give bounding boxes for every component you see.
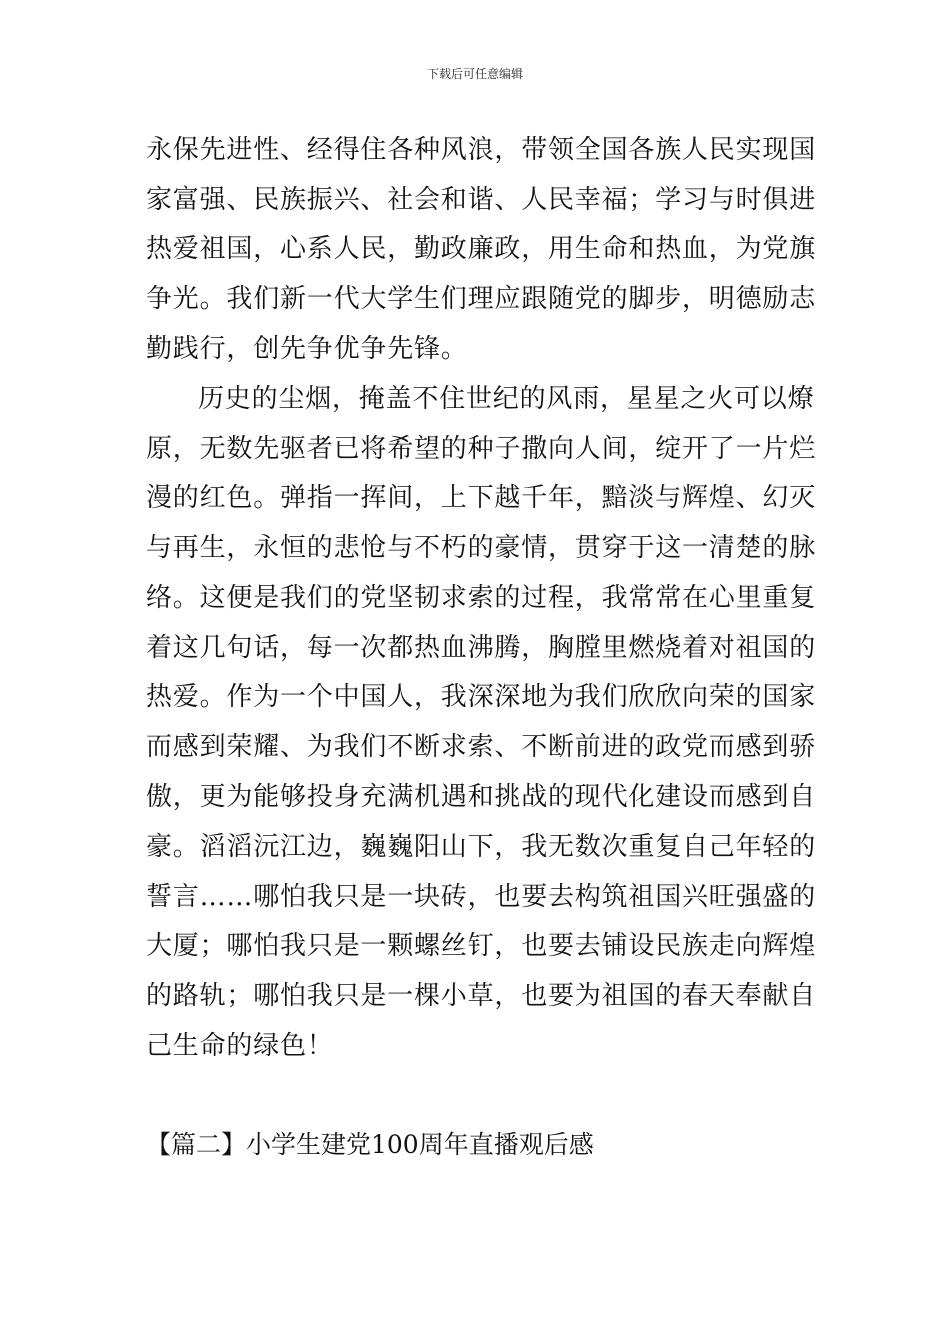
text-line: 大厦；哪怕我只是一颗螺丝钉，也要去铺设民族走向辉煌 [146,931,817,961]
text-line: 热爱。作为一个中国人，我深深地为我们欣欣向荣的国家 [146,682,817,712]
text-line: 傲，更为能够投身充满机遇和挑战的现代化建设而感到自 [146,782,817,812]
text-line: 豪。滔滔沅江边，巍巍阳山下，我无数次重复自己年轻的 [146,832,817,862]
text-line: 争光。我们新一代大学生们理应跟随党的脚步，明德励志 [146,284,817,314]
page-header-note: 下载后可任意编辑 [426,67,523,81]
text-line: 而感到荣耀、为我们不断求索、不断前进的政党而感到骄 [146,732,817,762]
text-line: 热爱祖国，心系人民，勤政廉政，用生命和热血，为党旗 [146,234,817,264]
text-line: 的路轨；哪怕我只是一棵小草，也要为祖国的春天奉献自 [146,981,817,1011]
text-line: 誓言……哪怕我只是一块砖，也要去构筑祖国兴旺强盛的 [146,882,817,912]
text-line: 历史的尘烟，掩盖不住世纪的风雨，星星之火可以燎 [198,384,815,414]
text-line: 勤践行，创先争优争先锋。 [146,334,468,364]
text-line: 家富强、民族振兴、社会和谐、人民幸福；学习与时俱进 [146,185,817,215]
section-heading: 【篇二】小学生建党100周年直播观后感 [146,1130,594,1159]
text-line: 原，无数先驱者已将希望的种子撒向人间，绽开了一片烂 [146,434,817,464]
text-line: 漫的红色。弹指一挥间，上下越千年，黯淡与辉煌、幻灭 [146,483,817,513]
text-line: 与再生，永恒的悲怆与不朽的豪情，贯穿于这一清楚的脉 [146,533,817,563]
text-line: 着这几句话，每一次都热血沸腾，胸膛里燃烧着对祖国的 [146,633,817,663]
text-line: 己生命的绿色！ [146,1031,334,1061]
text-line: 永保先进性、经得住各种风浪，带领全国各族人民实现国 [146,135,817,165]
text-line: 络。这便是我们的党坚韧求索的过程，我常常在心里重复 [146,583,817,613]
